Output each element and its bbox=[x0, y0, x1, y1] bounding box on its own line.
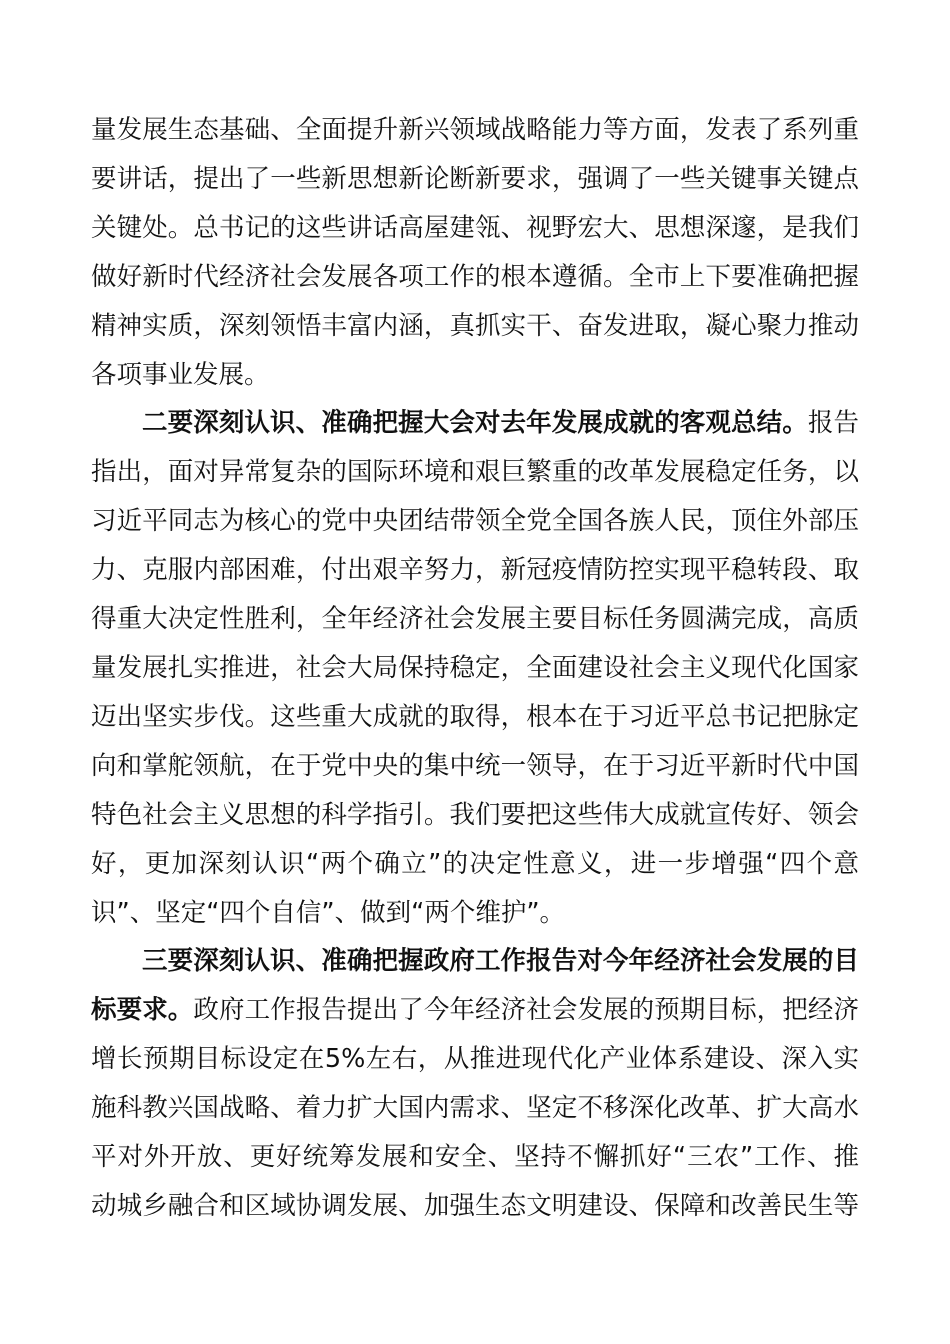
document-page bbox=[91, 106, 859, 1231]
paragraph-3 bbox=[91, 937, 859, 1230]
paragraph-1 bbox=[91, 106, 859, 399]
paragraph-2 bbox=[91, 399, 859, 937]
text-line: 识”、坚定“四个自信”、做到“两个维护”。 bbox=[91, 897, 566, 928]
text-line: 向和掌舵领航，在于党中央的集中统一领导，在于习近平新时代中国 bbox=[91, 750, 859, 781]
text-line: 得重大决定性胜利，全年经济社会发展主要目标任务圆满完成，高质 bbox=[91, 604, 859, 635]
paragraph-heading-tail: 报告 bbox=[807, 408, 859, 439]
paragraph-heading-tail: 政府工作报告提出了今年经济社会发展的预期目标，把经济 bbox=[193, 995, 859, 1026]
text-line: 施科教兴国战略、着力扩大国内需求、坚定不移深化改革、扩大高水 bbox=[91, 1093, 859, 1124]
text-line: 增长预期目标设定在5%左右，从推进现代化产业体系建设、深入实 bbox=[91, 1044, 859, 1075]
text-line: 好，更加深刻认识“两个确立”的决定性意义，进一步增强“四个意 bbox=[91, 848, 859, 879]
text-line: 关键处。总书记的这些讲话高屋建瓴、视野宏大、思想深邃，是我们 bbox=[91, 212, 859, 243]
text-line: 各项事业发展。 bbox=[91, 359, 270, 390]
text-line: 量发展生态基础、全面提升新兴领域战略能力等方面，发表了系列重 bbox=[91, 115, 859, 145]
text-line bbox=[91, 986, 859, 1035]
text-line bbox=[91, 399, 859, 448]
text-line: 平对外开放、更好统筹发展和安全、坚持不懈抓好“三农”工作、推 bbox=[91, 1142, 859, 1173]
text-line: 量发展扎实推进，社会大局保持稳定，全面建设社会主义现代化国家 bbox=[91, 652, 859, 683]
paragraph-heading-end: 标要求。 bbox=[91, 995, 194, 1026]
text-line: 做好新时代经济社会发展各项工作的根本遵循。全市上下要准确把握 bbox=[91, 261, 859, 292]
text-line: 习近平同志为核心的党中央团结带领全党全国各族人民，顶住外部压 bbox=[91, 506, 859, 537]
paragraph-heading: 二要深刻认识、准确把握大会对去年发展成就的客观总结。 bbox=[142, 408, 808, 439]
text-line: 力、克服内部困难，付出艰辛努力，新冠疫情防控实现平稳转段、取 bbox=[91, 555, 859, 586]
text-line: 特色社会主义思想的科学指引。我们要把这些伟大成就宣传好、领会 bbox=[91, 799, 859, 830]
text-line: 要讲话，提出了一些新思想新论断新要求，强调了一些关键事关键点 bbox=[91, 163, 859, 194]
text-line bbox=[91, 937, 859, 986]
text-line: 动城乡融合和区域协调发展、加强生态文明建设、保障和改善民生等 bbox=[91, 1190, 859, 1221]
text-line: 迈出坚实步伐。这些重大成就的取得，根本在于习近平总书记把脉定 bbox=[91, 701, 859, 732]
text-line: 精神实质，深刻领悟丰富内涵，真抓实干、奋发进取，凝心聚力推动 bbox=[91, 310, 859, 341]
paragraph-heading: 三要深刻认识、准确把握政府工作报告对今年经济社会发展的目 bbox=[142, 946, 859, 977]
text-line: 指出，面对异常复杂的国际环境和艰巨繁重的改革发展稳定任务，以 bbox=[91, 457, 859, 488]
